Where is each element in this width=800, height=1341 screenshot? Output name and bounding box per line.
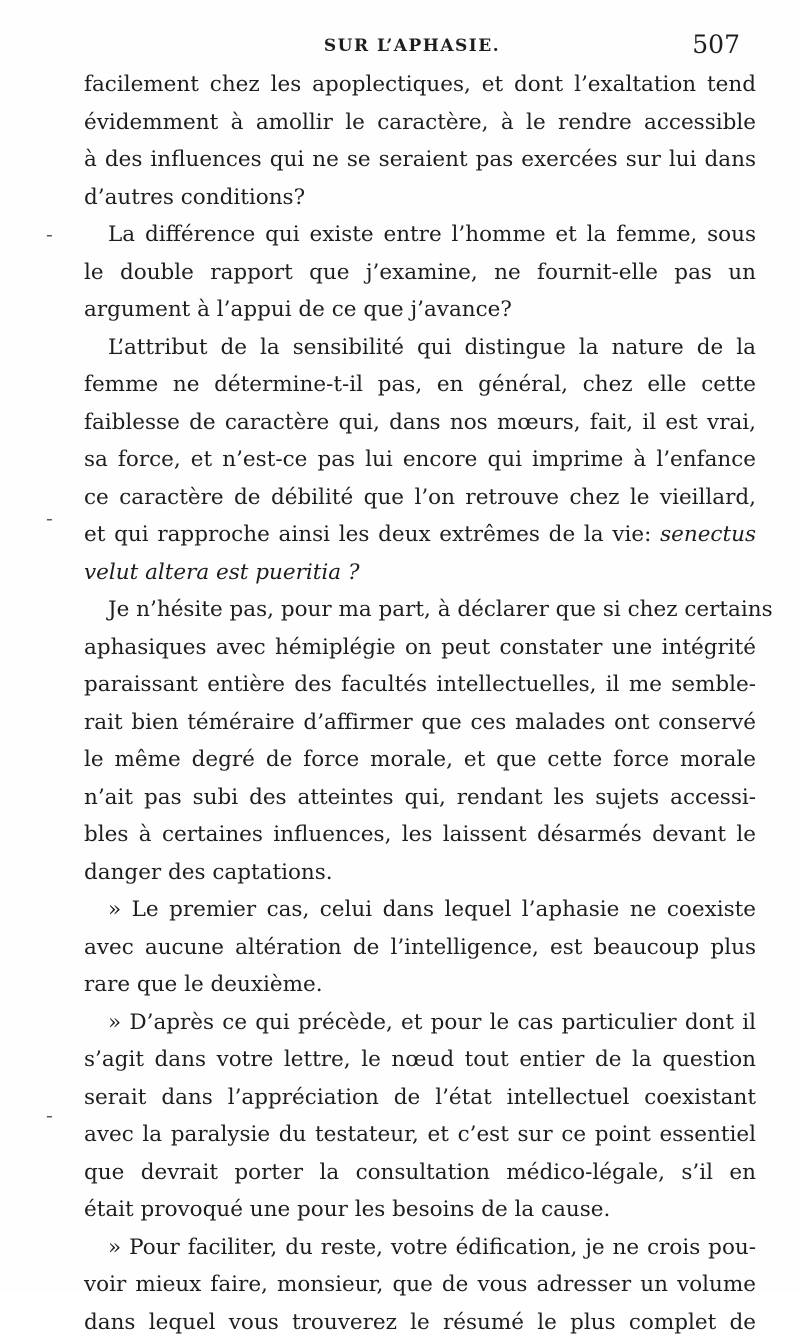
- margin-tick: -: [46, 1103, 53, 1127]
- text-line: [84, 1229, 756, 1267]
- text-line-content: faiblesse de caractère qui, dans nos mœurs, fait, il est vrai,: [84, 410, 756, 435]
- running-title: SUR L’APHASIE.: [84, 36, 740, 56]
- text-line: [84, 1266, 756, 1304]
- text-line-content: aphasiques avec hémiplégie on peut constater une intégrité: [84, 635, 756, 660]
- text-line: [84, 1116, 756, 1154]
- text-line-content: rare que le deuxième.: [84, 972, 323, 997]
- text-line-content: d’autres conditions?: [84, 185, 305, 210]
- text-line: [84, 629, 756, 667]
- text-line: [84, 104, 756, 142]
- page-number: 507: [692, 30, 740, 59]
- text-line: [84, 66, 756, 104]
- text-line: [84, 929, 756, 967]
- margin-tick: -: [46, 506, 53, 530]
- text-line: [84, 1041, 756, 1079]
- text-line-content: avec aucune altération de l’intelligence, est beaucoup plus: [84, 935, 756, 960]
- text-line: [84, 516, 756, 554]
- text-line: [84, 404, 756, 442]
- text-line: [84, 816, 756, 854]
- text-line: [84, 366, 756, 404]
- text-line-content: et qui rapproche ainsi les deux extrêmes de la vie:: [84, 522, 651, 547]
- text-line-content: dans lequel vous trouverez le résumé le plus complet de: [84, 1310, 756, 1335]
- text-line-content: le double rapport que j’examine, ne fournit-elle pas un: [84, 260, 756, 285]
- text-line: [84, 741, 756, 779]
- text-line-content: L’attribut de la sensibilité qui distingue la nature de la: [108, 335, 756, 360]
- text-line: [84, 1154, 756, 1192]
- body-text: [84, 66, 756, 1341]
- running-head: [84, 26, 740, 66]
- text-line: [84, 216, 756, 254]
- text-line-content: avec la paralysie du testateur, et c’est sur ce point essentiel: [84, 1122, 756, 1147]
- text-line-content: argument à l’appui de ce que j’avance?: [84, 297, 512, 322]
- text-line: [84, 329, 756, 367]
- text-line-content: était provoqué une pour les besoins de la cause.: [84, 1197, 610, 1222]
- text-line: [84, 1191, 756, 1229]
- text-line-content: n’ait pas subi des atteintes qui, rendant les sujets accessi-: [84, 785, 756, 810]
- text-line-content: bles à certaines influences, les laissent désarmés devant le: [84, 822, 756, 847]
- latin-quote: senectus: [660, 522, 756, 547]
- text-line-content: » Pour faciliter, du reste, votre édification, je ne crois pou-: [108, 1235, 756, 1260]
- text-line: [84, 591, 756, 629]
- text-line-content: Je n’hésite pas, pour ma part, à déclarer que si chez certains: [108, 597, 773, 622]
- text-line: [84, 141, 756, 179]
- text-line-content: le même degré de force morale, et que cette force morale: [84, 747, 756, 772]
- text-line: [84, 291, 756, 329]
- text-line-content: paraissant entière des facultés intellectuelles, il me semble-: [84, 672, 756, 697]
- text-line-content: voir mieux faire, monsieur, que de vous adresser un volume: [84, 1272, 756, 1297]
- text-line: [84, 179, 756, 217]
- text-line-content: ce caractère de débilité que l’on retrouve chez le vieillard,: [84, 485, 756, 510]
- latin-quote: velut altera est pueritia ?: [84, 560, 359, 585]
- text-line: [84, 891, 756, 929]
- text-line-content: danger des captations.: [84, 860, 333, 885]
- text-line: [84, 966, 756, 1004]
- text-line: [84, 704, 756, 742]
- text-line: [84, 554, 756, 592]
- text-line: [84, 779, 756, 817]
- text-line-content: s’agit dans votre lettre, le nœud tout entier de la question: [84, 1047, 756, 1072]
- text-line-content: sa force, et n’est-ce pas lui encore qui imprime à l’enfance: [84, 447, 756, 472]
- text-line-content: » Le premier cas, celui dans lequel l’aphasie ne coexiste: [108, 897, 756, 922]
- text-line-content: que devrait porter la consultation médico-légale, s’il en: [84, 1160, 756, 1185]
- text-line-content: à des influences qui ne se seraient pas exercées sur lui dans: [84, 147, 756, 172]
- text-line-content: évidemment à amollir le caractère, à le rendre accessible: [84, 110, 756, 135]
- text-line: [84, 441, 756, 479]
- text-line: [84, 854, 756, 892]
- text-line-content: femme ne détermine-t-il pas, en général, chez elle cette: [84, 372, 756, 397]
- text-line-content: La différence qui existe entre l’homme et la femme, sous: [108, 222, 756, 247]
- text-line-content: facilement chez les apoplectiques, et dont l’exaltation tend: [84, 72, 756, 97]
- text-line: [84, 479, 756, 517]
- text-line-content: serait dans l’appréciation de l’état intellectuel coexistant: [84, 1085, 756, 1110]
- text-line: [84, 1004, 756, 1042]
- text-line: [84, 254, 756, 292]
- text-line: [84, 1304, 756, 1341]
- margin-tick: -: [46, 222, 53, 246]
- text-line-content: » D’après ce qui précède, et pour le cas particulier dont il: [108, 1010, 756, 1035]
- text-line: [84, 666, 756, 704]
- text-line-content: rait bien téméraire d’affirmer que ces malades ont conservé: [84, 710, 756, 735]
- text-line: [84, 1079, 756, 1117]
